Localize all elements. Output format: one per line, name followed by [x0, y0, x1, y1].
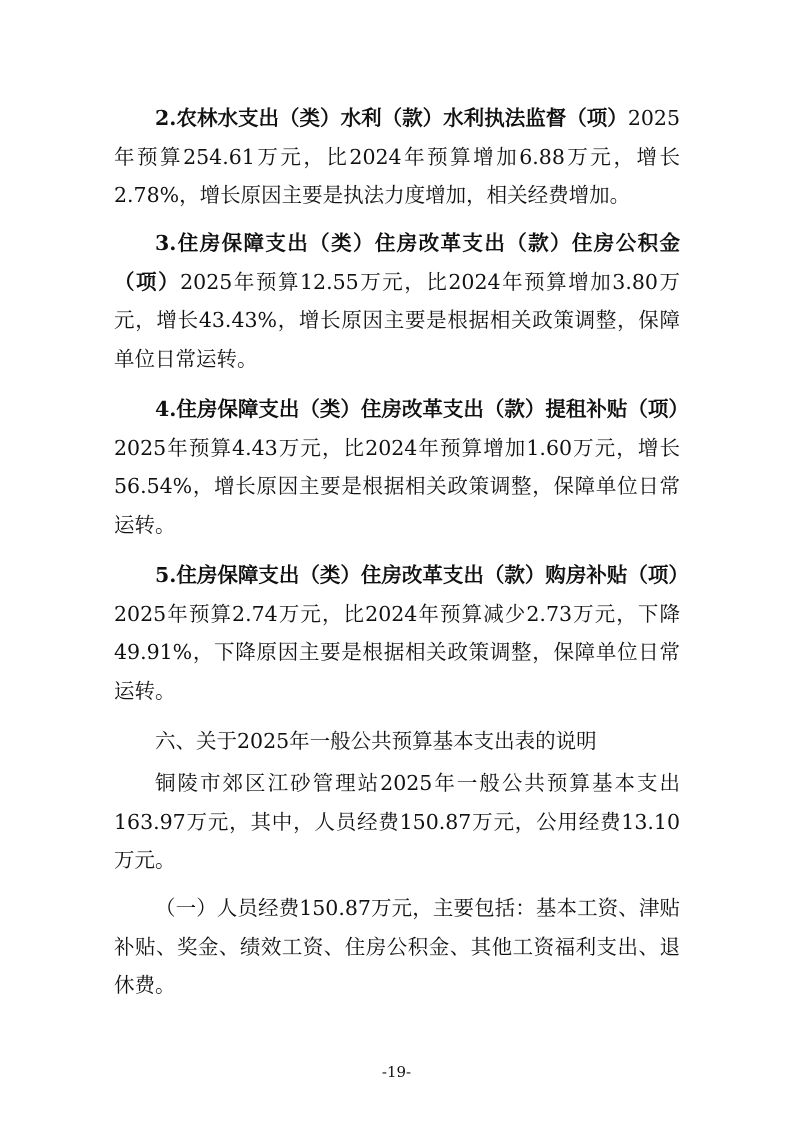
item-3-paragraph	[114, 224, 680, 378]
item-3-heading: 3.住房保障支出（类）住房改革支出（款）住房公积金（项）	[114, 231, 680, 294]
section-paragraph: 铜陵市郊区江砂管理站2025年一般公共预算基本支出163.97万元，其中，人员经费150.87万元，公用经费13.10万元。	[114, 771, 680, 872]
item-5-text: 2025年预算2.74万元，比2024年预算减少2.73万元，下降49.91%，下降原因主要是根据相关政策调整，保障单位日常运转。	[114, 601, 680, 703]
item-4-paragraph	[114, 390, 689, 544]
page-number: -19-	[381, 1063, 412, 1081]
item-2-text: 2025年预算254.61万元，比2024年预算增加6.88万元，增长2.78%，增长原因主要是执法力度增加，相关经费增加。	[114, 106, 680, 207]
item-4-heading: 4.住房保障支出（类）住房改革支出（款）提租补贴（项）	[155, 397, 689, 421]
item-5-heading: 5.住房保障支出（类）住房改革支出（款）购房补贴（项）	[155, 563, 689, 587]
item-2-heading: 2.农林水支出（类）水利（款）水利执法监督（项）	[155, 106, 628, 130]
item-4-text: 2025年预算4.43万元，比2024年预算增加1.60万元，增长56.54%，增长原因主要是根据相关政策调整，保障单位日常运转。	[114, 435, 680, 537]
item-3-text: 2025年预算12.55万元，比2024年预算增加3.80万元，增长43.43%，增长原因主要是根据相关政策调整，保障单位日常运转。	[114, 269, 680, 371]
item-5-paragraph	[114, 556, 689, 710]
sub-paragraph-personnel: （一）人员经费150.87万元，主要包括：基本工资、津贴补贴、奖金、绩效工资、住房公积金、其他工资福利支出、退休费。	[114, 896, 680, 997]
section-title: 六、关于2025年一般公共预算基本支出表的说明	[155, 729, 597, 753]
item-2-paragraph	[114, 99, 680, 215]
